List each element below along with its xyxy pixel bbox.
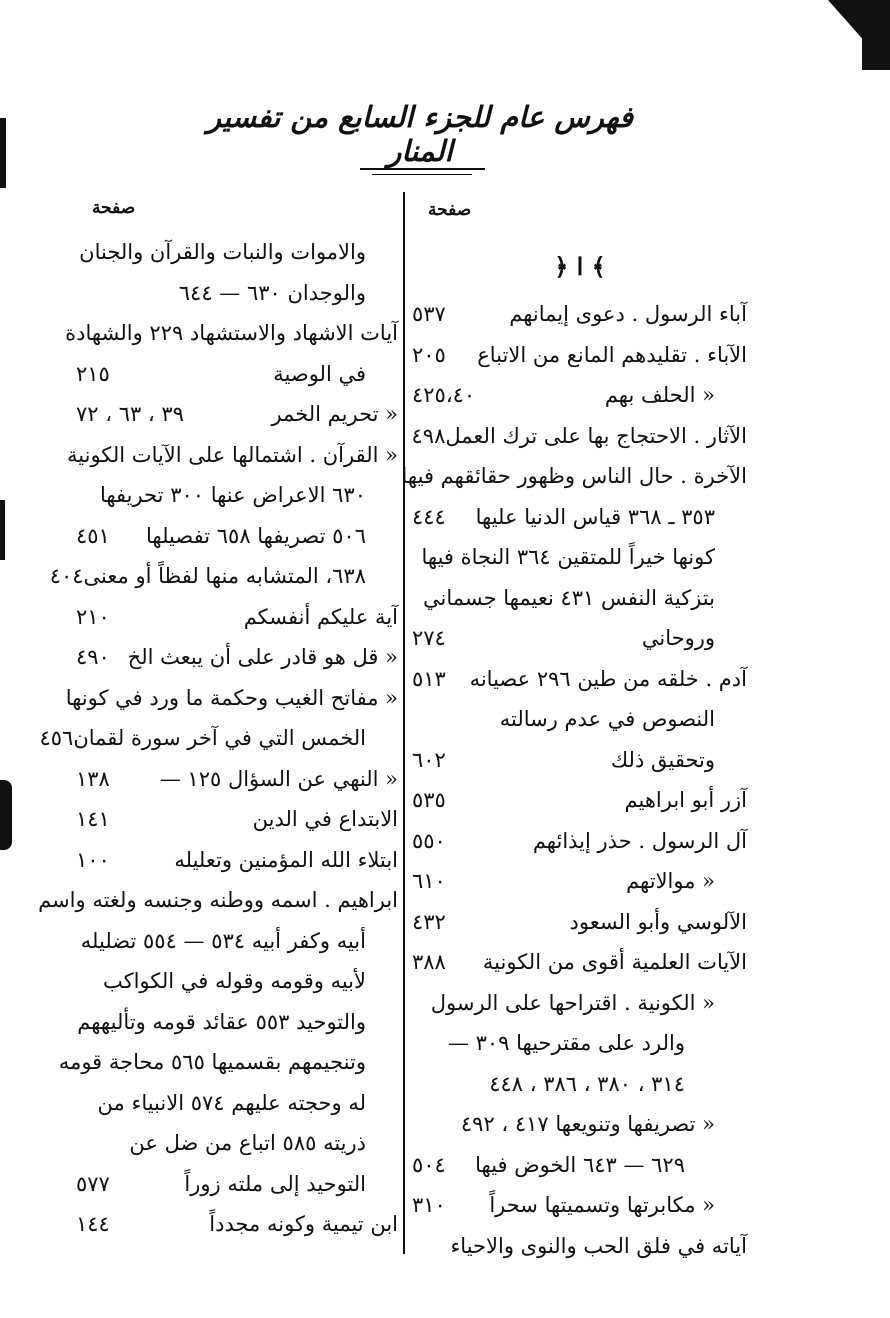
index-entry xyxy=(412,1023,747,1064)
index-entry xyxy=(412,497,747,538)
index-entry xyxy=(76,840,398,881)
entry-text: آياته في فلق الحب والنوى والاحياء xyxy=(450,1233,747,1258)
entry-page: ٥٣٧ xyxy=(412,302,446,326)
entry-text: الابتداع في الدين xyxy=(252,807,398,831)
entry-text: « مكابرتها وتسميتها سحراً xyxy=(489,1193,715,1217)
entry-page: ٢١٠ xyxy=(76,604,110,629)
entry-text: الآلوسي وأبو السعود xyxy=(569,909,747,934)
index-entry xyxy=(412,740,747,781)
column-divider xyxy=(403,192,405,1254)
title-rule xyxy=(372,174,472,175)
entry-text: « قل هو قادر على أن يبعث الخ xyxy=(127,645,398,669)
entry-page: ٤٢٥،٤٠ xyxy=(412,383,476,407)
entry-page: ٤٣٢ xyxy=(412,909,446,934)
entry-page: ٣٨٨ xyxy=(412,950,446,974)
entry-text: ابتلاء الله المؤمنين وتعليله xyxy=(174,847,398,872)
entry-text: ذريته ٥٨٥ اتباع من ضل عن xyxy=(129,1131,366,1155)
entry-page: ٦١٠ xyxy=(412,869,446,893)
index-entry xyxy=(412,1064,747,1105)
index-entry xyxy=(76,273,398,314)
entry-page: ١٠٠ xyxy=(76,847,110,872)
index-entry xyxy=(65,678,398,719)
index-entry xyxy=(76,516,398,557)
entry-page: ٤٩٠ xyxy=(76,645,110,669)
entry-text: « تصريفها وتنويعها ٤١٧ ، ٤٩٢ xyxy=(460,1112,715,1136)
entry-page: ٤٥١ xyxy=(76,523,110,548)
entry-text: ٦٣٨، المتشابه منها لفظاً أو معنى xyxy=(83,564,366,588)
entry-page: ١٤٤ xyxy=(76,1212,110,1236)
entry-page: ٦٠٢ xyxy=(412,747,446,772)
entry-text: وروحاني xyxy=(641,626,715,650)
entry-text: « الكونية . اقتراحها على الرسول xyxy=(430,990,715,1015)
index-entry xyxy=(412,294,747,335)
page-column-header-right: صفحة xyxy=(428,200,472,220)
entry-text: بتزكية النفس ٤٣١ نعيمها جسماني xyxy=(422,585,715,610)
index-entry xyxy=(58,1042,398,1083)
index-entry xyxy=(412,1104,747,1145)
index-entry xyxy=(412,578,747,619)
entry-text: « الحلف بهم xyxy=(604,383,715,407)
index-entry xyxy=(76,759,398,800)
entry-text: كونها خيراً للمتقين ٣٦٤ النجاة فيها xyxy=(421,545,715,569)
index-entry xyxy=(65,313,398,354)
scan-edge-mark xyxy=(0,780,12,850)
entry-text: « تحريم الخمر xyxy=(271,402,398,426)
entry-page: ٥٠٤ xyxy=(412,1152,446,1177)
index-entry xyxy=(412,659,747,700)
entry-page: ٣١٠ xyxy=(412,1193,446,1217)
index-entry xyxy=(412,335,747,376)
index-entry xyxy=(412,780,747,821)
entry-text: له وحجته عليهم ٥٧٤ الانبياء من xyxy=(97,1090,366,1115)
entry-text: ٥٠٦ تصريفها ٦٥٨ تفصيلها xyxy=(146,523,366,548)
entry-page: ٤٠٤ xyxy=(49,564,84,588)
index-entry xyxy=(76,1123,398,1164)
index-column-left xyxy=(38,232,398,1245)
entry-text: « موالاتهم xyxy=(626,869,715,893)
index-entry xyxy=(76,232,398,273)
index-entry xyxy=(412,1226,747,1267)
entry-page: ٢١٥ xyxy=(76,361,110,386)
index-entry xyxy=(39,718,398,759)
page-column-header-left: صفحة xyxy=(92,198,136,218)
entry-page: ٥٣٥ xyxy=(412,788,446,812)
index-entry xyxy=(412,983,747,1024)
index-entry xyxy=(76,597,398,638)
entry-page: ١٤١ xyxy=(76,807,110,831)
index-entry xyxy=(38,880,398,921)
index-entry xyxy=(76,799,398,840)
index-column-right xyxy=(401,294,747,1266)
entry-text: ٦٢٩ — ٦٤٣ الخوض فيها xyxy=(475,1152,685,1177)
index-entry xyxy=(76,475,398,516)
entry-page: ٣٩ ، ٦٣ ، ٧٢ xyxy=(76,402,184,426)
entry-text: ٣١٤ ، ٣٨٠ ، ٣٨٦ ، ٤٤٨ xyxy=(489,1071,685,1096)
index-entry xyxy=(76,394,398,435)
entry-text: في الوصية xyxy=(273,361,366,386)
entry-text: « القرآن . اشتمالها على الآيات الكونية xyxy=(67,442,398,467)
entry-page: ٥٧٧ xyxy=(76,1171,110,1196)
entry-text: والتوحيد ٥٥٣ عقائد قومه وتأليههم xyxy=(77,1009,366,1034)
entry-text: آيات الاشهاد والاستشهاد ٢٢٩ والشهادة xyxy=(65,321,398,345)
index-entry xyxy=(76,961,398,1002)
entry-page: ١٣٨ xyxy=(76,766,110,791)
entry-text: وتنجيمهم بقسميها ٥٦٥ محاجة قومه xyxy=(58,1050,366,1074)
entry-page: ٢٠٥ xyxy=(412,342,446,367)
scan-corner-shadow xyxy=(862,0,890,70)
section-letter-heading: ﴿ ا ﴾ xyxy=(554,252,606,281)
entry-text: ٦٣٠ الاعراض عنها ٣٠٠ تحريفها xyxy=(99,483,366,507)
entry-text: آزر أبو ابراهيم xyxy=(624,788,747,812)
index-entry xyxy=(412,618,747,659)
entry-text: وتحقيق ذلك xyxy=(610,747,715,772)
entry-text: « مفاتح الغيب وحكمة ما ورد في كونها xyxy=(65,685,398,710)
entry-page: ٥٥٠ xyxy=(412,828,446,853)
index-entry xyxy=(412,416,747,457)
index-entry xyxy=(67,435,398,476)
entry-page: ٤٩٨ xyxy=(411,423,446,448)
index-entry xyxy=(76,1002,398,1043)
entry-text: لأبيه وقومه وقوله في الكواكب xyxy=(102,969,366,993)
index-entry xyxy=(76,921,398,962)
entry-text: أبيه وكفر أبيه ٥٣٤ — ٥٥٤ تضليله xyxy=(80,928,366,953)
scan-edge-mark xyxy=(0,118,6,188)
index-entry xyxy=(412,821,747,862)
index-entry xyxy=(412,902,747,943)
entry-page: ٤٤٤ xyxy=(412,504,446,529)
entry-text: والرد على مقترحيها ٣٠٩ — xyxy=(447,1031,685,1055)
index-entry xyxy=(76,1204,398,1245)
entry-text: « النهي عن السؤال ١٢٥ — xyxy=(159,766,398,791)
entry-text: التوحيد إلى ملته زوراً xyxy=(184,1171,366,1196)
entry-text: آدم . خلقه من طين ٢٩٦ عصيانه xyxy=(469,666,747,691)
index-entry xyxy=(412,1185,747,1226)
index-entry xyxy=(49,556,398,597)
entry-text: الآخرة . حال الناس وظهور حقائقهم فيها xyxy=(401,464,747,488)
entry-page: ٥١٣ xyxy=(412,666,446,691)
entry-text: الخمس التي في آخر سورة لقمان xyxy=(73,726,366,750)
index-entry xyxy=(401,456,747,497)
page-title: فهرس عام للجزء السابع من تفسير المنار xyxy=(206,100,634,168)
index-entry xyxy=(412,537,747,578)
index-entry xyxy=(76,637,398,678)
entry-page: ٢٧٤ xyxy=(412,626,446,650)
entry-text: والوجدان ٦٣٠ — ٦٤٤ xyxy=(178,280,366,305)
index-entry xyxy=(76,1083,398,1124)
entry-text: الآثار . الاحتجاج بها على ترك العمل xyxy=(445,423,747,448)
index-entry xyxy=(76,354,398,395)
entry-text: آل الرسول . حذر إيذائهم xyxy=(532,828,747,853)
entry-text: ابن تيمية وكونه مجدداً xyxy=(209,1212,398,1236)
entry-text: آية عليكم أنفسكم xyxy=(243,604,398,629)
entry-text: الآيات العلمية أقوى من الكونية xyxy=(482,950,747,974)
entry-text: والاموات والنبات والقرآن والجنان xyxy=(79,240,366,264)
entry-page: ٤٥٦ xyxy=(39,726,74,750)
index-entry xyxy=(76,1164,398,1205)
index-entry xyxy=(412,375,747,416)
title-rule xyxy=(360,168,485,170)
index-entry xyxy=(412,942,747,983)
entry-text: النصوص في عدم رسالته xyxy=(499,707,715,731)
scan-edge-mark xyxy=(0,500,5,560)
index-entry xyxy=(412,1145,747,1186)
index-entry xyxy=(412,861,747,902)
entry-text: آباء الرسول . دعوى إيمانهم xyxy=(509,302,747,326)
entry-text: الآباء . تقليدهم المانع من الاتباع xyxy=(477,342,747,367)
entry-text: ابراهيم . اسمه ووطنه وجنسه ولغته واسم xyxy=(38,888,398,912)
entry-text: ٣٥٣ ـ ٣٦٨ قياس الدنيا عليها xyxy=(475,504,715,529)
index-entry xyxy=(412,699,747,740)
